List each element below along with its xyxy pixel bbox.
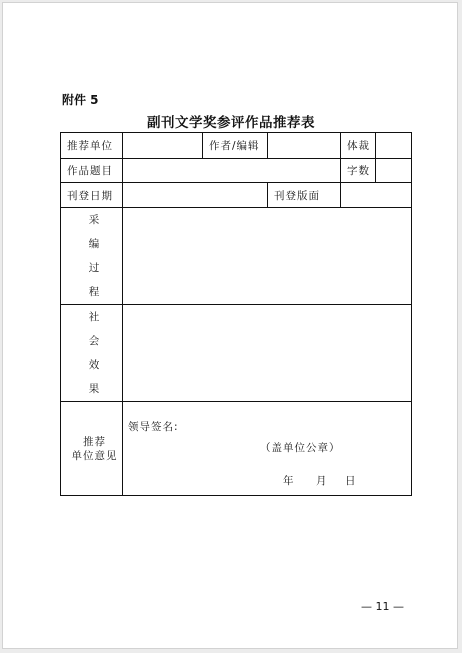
word-count-label: 字数 — [341, 159, 376, 183]
pub-page-label: 刊登版面 — [268, 183, 341, 208]
pub-date-label: 刊登日期 — [61, 183, 123, 208]
form-title: 副刊文学奖参评作品推荐表 — [147, 115, 315, 131]
social-effect-field[interactable] — [123, 305, 412, 402]
leader-signature-label: 领导签名: — [128, 421, 179, 433]
table-row — [61, 159, 412, 183]
word-count-field[interactable] — [376, 159, 412, 183]
pub-date-field[interactable] — [123, 183, 268, 208]
table-row — [61, 305, 412, 402]
pub-page-field[interactable] — [341, 183, 412, 208]
table-row — [61, 183, 412, 208]
attachment-label: 附件 5 — [62, 93, 99, 107]
recommendation-form-table — [60, 132, 412, 496]
social-effect-label: 社 会 效 果 — [61, 305, 123, 402]
recommend-unit-field[interactable] — [123, 133, 203, 159]
genre-field[interactable] — [376, 133, 412, 159]
editing-process-label: 采 编 过 程 — [61, 208, 123, 305]
recommend-opinion-field[interactable] — [123, 402, 412, 496]
table-row — [61, 208, 412, 305]
work-title-label: 作品题目 — [61, 159, 123, 183]
work-title-field[interactable] — [123, 159, 341, 183]
recommend-unit-label: 推荐单位 — [61, 133, 123, 159]
table-row — [61, 402, 412, 496]
editing-process-field[interactable] — [123, 208, 412, 305]
table-row — [61, 133, 412, 159]
date-year-label: 年 — [283, 475, 295, 487]
date-month-label: 月 — [316, 475, 328, 487]
page-number: — 11 — — [361, 600, 404, 613]
date-day-label: 日 — [345, 475, 357, 487]
author-editor-field[interactable] — [268, 133, 341, 159]
recommend-opinion-label: 推荐 单位意见 — [61, 402, 123, 496]
seal-note: （盖单位公章） — [260, 442, 341, 454]
author-editor-label: 作者/编辑 — [203, 133, 268, 159]
document-page — [2, 2, 458, 649]
genre-label: 体裁 — [341, 133, 376, 159]
